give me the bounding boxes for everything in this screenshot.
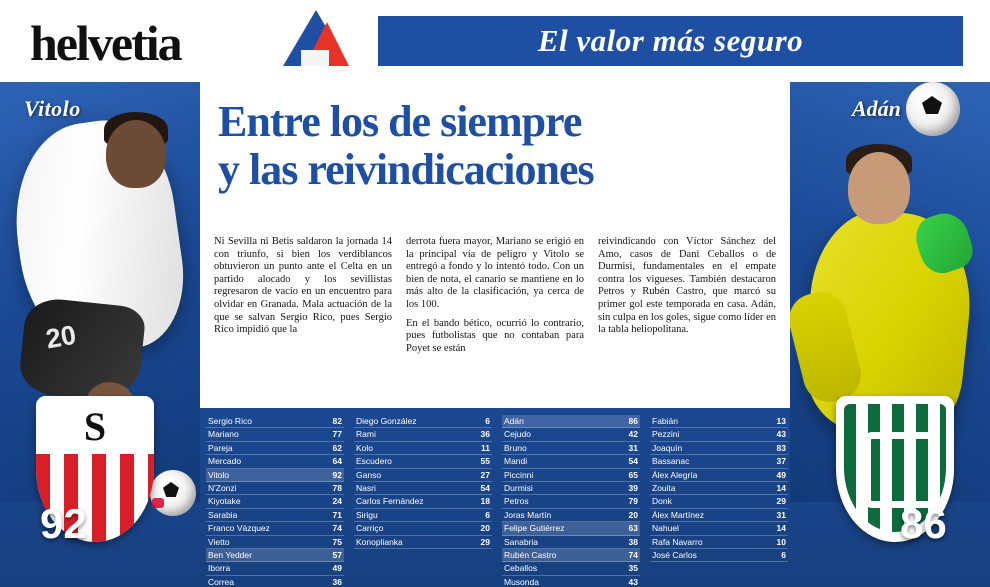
table-row [206, 495, 344, 508]
article-column-3 [598, 236, 776, 404]
player-rating: 39 [628, 483, 638, 494]
table-row [650, 536, 788, 549]
table-row [354, 428, 492, 441]
player-name: Ceballos [504, 563, 538, 574]
player-name: Donk [652, 496, 672, 507]
player-name: Ben Yedder [208, 550, 252, 561]
headline-line-1: Entre los de siempre [218, 97, 582, 146]
player-name: Bassanac [652, 456, 690, 467]
player-rating: 82 [332, 416, 342, 426]
table-row [206, 576, 344, 587]
player-name: Konoplianka [356, 536, 403, 547]
player-rating: 13 [776, 416, 786, 426]
player-rating: 14 [776, 523, 786, 534]
player-rating: 36 [480, 429, 490, 440]
player-rating: 6 [781, 550, 786, 561]
table-row [502, 415, 640, 428]
player-rating: 31 [628, 442, 638, 453]
player-name: Musonda [504, 576, 539, 587]
table-row [206, 442, 344, 455]
table-row [206, 455, 344, 468]
stats-column-1 [206, 415, 344, 585]
player-rating: 27 [480, 469, 490, 480]
player-rating: 78 [332, 483, 342, 494]
player-name: Petros [504, 496, 529, 507]
table-row [206, 562, 344, 575]
stats-column-4 [650, 415, 788, 585]
player-name: Nasri [356, 483, 376, 494]
stats-column-3 [502, 415, 640, 585]
table-row [206, 415, 344, 428]
table-row [206, 509, 344, 522]
player-name: Rubén Castro [504, 550, 557, 561]
player-rating: 43 [776, 429, 786, 440]
table-row [206, 469, 344, 482]
slogan-banner [378, 16, 963, 66]
table-row [650, 442, 788, 455]
left-player-rating: 92 [40, 500, 87, 547]
player-name: Escudero [356, 456, 392, 467]
player-name: Carriço [356, 523, 384, 534]
player-rating: 20 [480, 523, 490, 534]
table-row [650, 522, 788, 535]
table-row [206, 536, 344, 549]
player-name: Mercado [208, 456, 242, 467]
table-row [650, 549, 788, 562]
table-row [502, 522, 640, 535]
table-row [206, 428, 344, 441]
player-name: José Carlos [652, 550, 697, 561]
page-title [218, 98, 778, 194]
table-row [502, 442, 640, 455]
player-rating: 36 [332, 576, 342, 587]
player-name: Rami [356, 429, 376, 440]
table-row [650, 455, 788, 468]
table-row [354, 536, 492, 549]
right-player-rating: 86 [900, 500, 947, 547]
player-ratings-tables [206, 415, 790, 585]
player-name: Diego González [356, 416, 417, 426]
player-rating: 62 [332, 442, 342, 453]
left-player-photo: 20 [0, 82, 200, 502]
player-rating: 49 [332, 563, 342, 574]
article-paragraph: reivindicando con Víctor Sánchez del Amo, casos de Dani Ceballos o de Durmisi, fundamentales en el empate contra los vigueses. También destacaron Petros y Rubén Castro, que marcó su primer gol este temporada en casa. Adán, sin culpa en los goles, sigue como líder en la tabla heliopolitana. [598, 236, 776, 336]
player-rating: 37 [776, 456, 786, 467]
player-rating: 29 [480, 536, 490, 547]
left-player-name: Vitolo [24, 96, 81, 121]
player-name: Rafa Navarro [652, 536, 703, 547]
player-name: Cejudo [504, 429, 531, 440]
player-name: N'Zonzi [208, 483, 237, 494]
table-row [206, 482, 344, 495]
player-name: Mariano [208, 429, 239, 440]
table-row [354, 469, 492, 482]
table-row [650, 495, 788, 508]
table-row [502, 509, 640, 522]
player-rating: 31 [776, 509, 786, 520]
stats-column-2 [354, 415, 492, 585]
player-rating: 10 [776, 536, 786, 547]
player-name: Iborra [208, 563, 231, 574]
player-rating: 74 [332, 523, 342, 534]
player-name: Vitolo [208, 469, 230, 480]
player-name: Joaquín [652, 442, 683, 453]
table-row [650, 482, 788, 495]
player-rating: 63 [628, 523, 638, 534]
article-paragraph: En el bando bético, ocurrió lo contrario, pues futbolistas que no contaban para Poyet se están [406, 317, 584, 354]
player-rating: 79 [628, 496, 638, 507]
player-rating: 35 [628, 563, 638, 574]
player-name: Adán [504, 416, 524, 426]
player-name: Franco Vázquez [208, 523, 270, 534]
player-rating: 54 [628, 456, 638, 467]
football-icon-left [150, 470, 196, 516]
table-row [502, 428, 640, 441]
article-paragraph: derrota fuera mayor, Mariano se erigió en la principal vía de peligro y Vitolo se entregó a fondo y lo intentó todo. Con un bien de nota, el canario se mantiene en lo más alto de la clasificación, ya cerca de los 100. [406, 236, 584, 310]
player-name: Pezzini [652, 429, 680, 440]
player-name: Sarabia [208, 509, 238, 520]
table-row [502, 576, 640, 587]
player-rating: 54 [480, 483, 490, 494]
player-rating: 57 [332, 550, 342, 561]
helvetia-a-logo-icon [283, 10, 349, 72]
player-rating: 18 [480, 496, 490, 507]
player-rating: 24 [332, 496, 342, 507]
article-column-1 [214, 236, 392, 404]
player-rating: 20 [628, 509, 638, 520]
player-rating: 74 [628, 550, 638, 561]
player-name: Sirigu [356, 509, 378, 520]
table-row [650, 415, 788, 428]
player-rating: 86 [628, 416, 638, 426]
table-row [650, 509, 788, 522]
table-row [502, 549, 640, 562]
table-row [502, 562, 640, 575]
player-name: Ganso [356, 469, 382, 480]
player-name: Bruno [504, 442, 527, 453]
player-rating: 29 [776, 496, 786, 507]
player-name: Álex Alegría [652, 469, 698, 480]
player-rating: 49 [776, 469, 786, 480]
player-name: Kiyotake [208, 496, 241, 507]
table-row [354, 442, 492, 455]
table-row [354, 415, 492, 428]
player-name: Zouita [652, 483, 676, 494]
article-paragraph: Ni Sevilla ni Betis saldaron la jornada 14 con triunfo, si bien los verdiblancos obtuvieron un punto ante el Celta en un partido alocado y los sevillistas regresaron de vacío en un encuentro para olvidar en Granada. Mala actuación de la que se salvan Sergio Rico, pues Sergio Rico impidió que la [214, 236, 392, 336]
sevilla-crest-icon: S [36, 396, 154, 542]
player-name: Correa [208, 576, 234, 587]
player-rating: 71 [332, 509, 342, 520]
player-name: Sanabria [504, 536, 539, 547]
player-rating: 11 [481, 442, 490, 453]
player-name: Sergio Rico [208, 416, 252, 426]
table-row [502, 495, 640, 508]
player-rating: 43 [628, 576, 638, 587]
player-rating: 14 [776, 483, 786, 494]
player-rating: 92 [332, 469, 342, 480]
right-player-name: Adán [852, 96, 901, 121]
player-name: Nahuel [652, 523, 679, 534]
player-name: Vietto [208, 536, 230, 547]
slogan-text: El valor más seguro [537, 23, 804, 58]
player-rating: 75 [332, 536, 342, 547]
player-name: Joras Martín [504, 509, 552, 520]
player-rating: 65 [628, 469, 638, 480]
table-row [354, 522, 492, 535]
player-name: Álex Martínez [652, 509, 704, 520]
player-name: Kolo [356, 442, 374, 453]
player-rating: 42 [628, 429, 638, 440]
table-row [650, 428, 788, 441]
player-name: Felipe Gutiérrez [504, 523, 565, 534]
headline-line-2: y las reivindicaciones [218, 145, 594, 194]
article-column-2 [406, 236, 584, 404]
table-row [650, 469, 788, 482]
article-body [214, 236, 784, 404]
brand-wordmark: helvetia [30, 15, 181, 71]
player-rating: 6 [485, 416, 490, 426]
player-name: Carlos Fernández [356, 496, 424, 507]
player-name: Mandi [504, 456, 528, 467]
player-rating: 38 [628, 536, 638, 547]
table-row [502, 482, 640, 495]
player-rating: 6 [485, 509, 490, 520]
player-name: Durmisi [504, 483, 533, 494]
player-name: Pareja [208, 442, 233, 453]
player-rating: 64 [332, 456, 342, 467]
table-row [502, 469, 640, 482]
table-row [502, 536, 640, 549]
table-row [354, 482, 492, 495]
table-row [206, 522, 344, 535]
player-rating: 83 [776, 442, 786, 453]
player-name: Piccinni [504, 469, 534, 480]
table-row [354, 455, 492, 468]
masthead [0, 0, 990, 85]
table-row [354, 495, 492, 508]
table-row [502, 455, 640, 468]
table-row [206, 549, 344, 562]
table-row [354, 509, 492, 522]
football-icon-right [906, 82, 960, 136]
player-rating: 55 [480, 456, 490, 467]
player-name: Fabián [652, 416, 678, 426]
player-rating: 77 [332, 429, 342, 440]
